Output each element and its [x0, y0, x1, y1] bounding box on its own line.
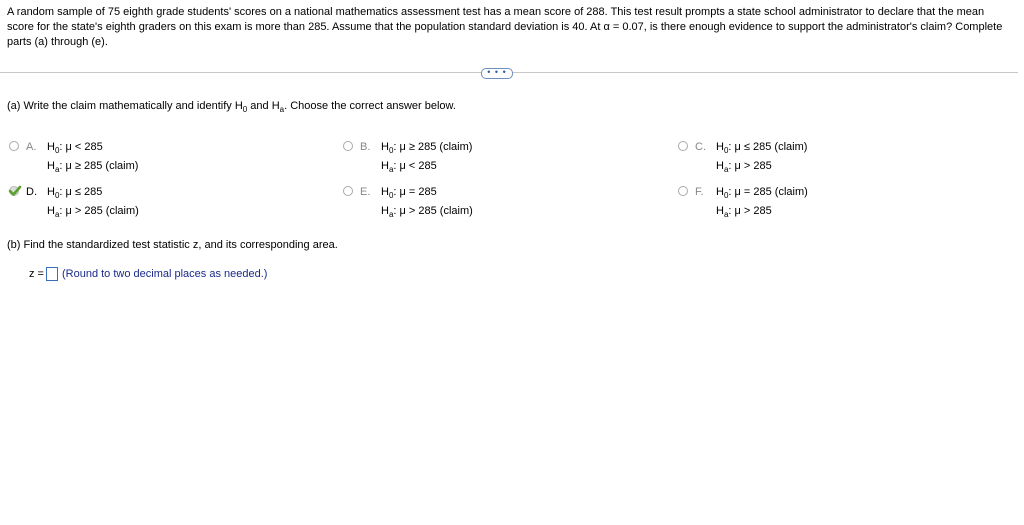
- option-c-h0: $H_0$: μ ≤ 285 (claim): [716, 141, 808, 155]
- option-b-ha: $H_a$: μ < 285: [381, 160, 437, 174]
- option-c-ha: $H_a$: μ > 285: [716, 160, 772, 174]
- part-a-prompt: (a) Write the claim mathematically and identify $H_0$ and $H_a$. Choose the correct answer below.: [7, 100, 456, 114]
- problem-statement: A random sample of 75 eighth grade students' scores on a national mathematics assessment test has a mean score of 288. This test result prompts a state school administrator to declare that the mean score for the state's eighth graders on this exam is more than 285. Assume that the population standard deviation is 40. At α = 0.07, is there enough evidence to support the administrator's claim? Complete parts (a) through (e).: [7, 6, 1003, 48]
- rounding-hint: (Round to two decimal places as needed.): [61, 268, 268, 280]
- option-f-h0: $H_0$: μ = 285 (claim): [716, 186, 808, 200]
- checkmark-icon: [8, 184, 22, 198]
- radio-e[interactable]: [343, 186, 353, 196]
- z-answer-row: [29, 267, 267, 281]
- option-a-h0: $H_0$: μ < 285: [47, 141, 103, 155]
- radio-c[interactable]: [678, 141, 688, 151]
- option-d-ha: $H_a$: μ > 285 (claim): [47, 205, 139, 219]
- part-b-prompt: (b) Find the standardized test statistic z, and its corresponding area.: [7, 239, 338, 251]
- option-d-h0: $H_0$: μ ≤ 285: [47, 186, 103, 200]
- radio-a[interactable]: [9, 141, 19, 151]
- z-input[interactable]: [46, 267, 58, 281]
- option-b-h0: $H_0$: μ ≥ 285 (claim): [381, 141, 473, 155]
- expand-more-button[interactable]: • • •: [481, 68, 513, 79]
- option-f-ha: $H_a$: μ > 285: [716, 205, 772, 219]
- radio-f[interactable]: [678, 186, 688, 196]
- radio-b[interactable]: [343, 141, 353, 151]
- option-e-ha: $H_a$: μ > 285 (claim): [381, 205, 473, 219]
- option-e-h0: $H_0$: μ = 285: [381, 186, 437, 200]
- option-a-ha: $H_a$: μ ≥ 285 (claim): [47, 160, 139, 174]
- z-label: z =: [29, 268, 44, 280]
